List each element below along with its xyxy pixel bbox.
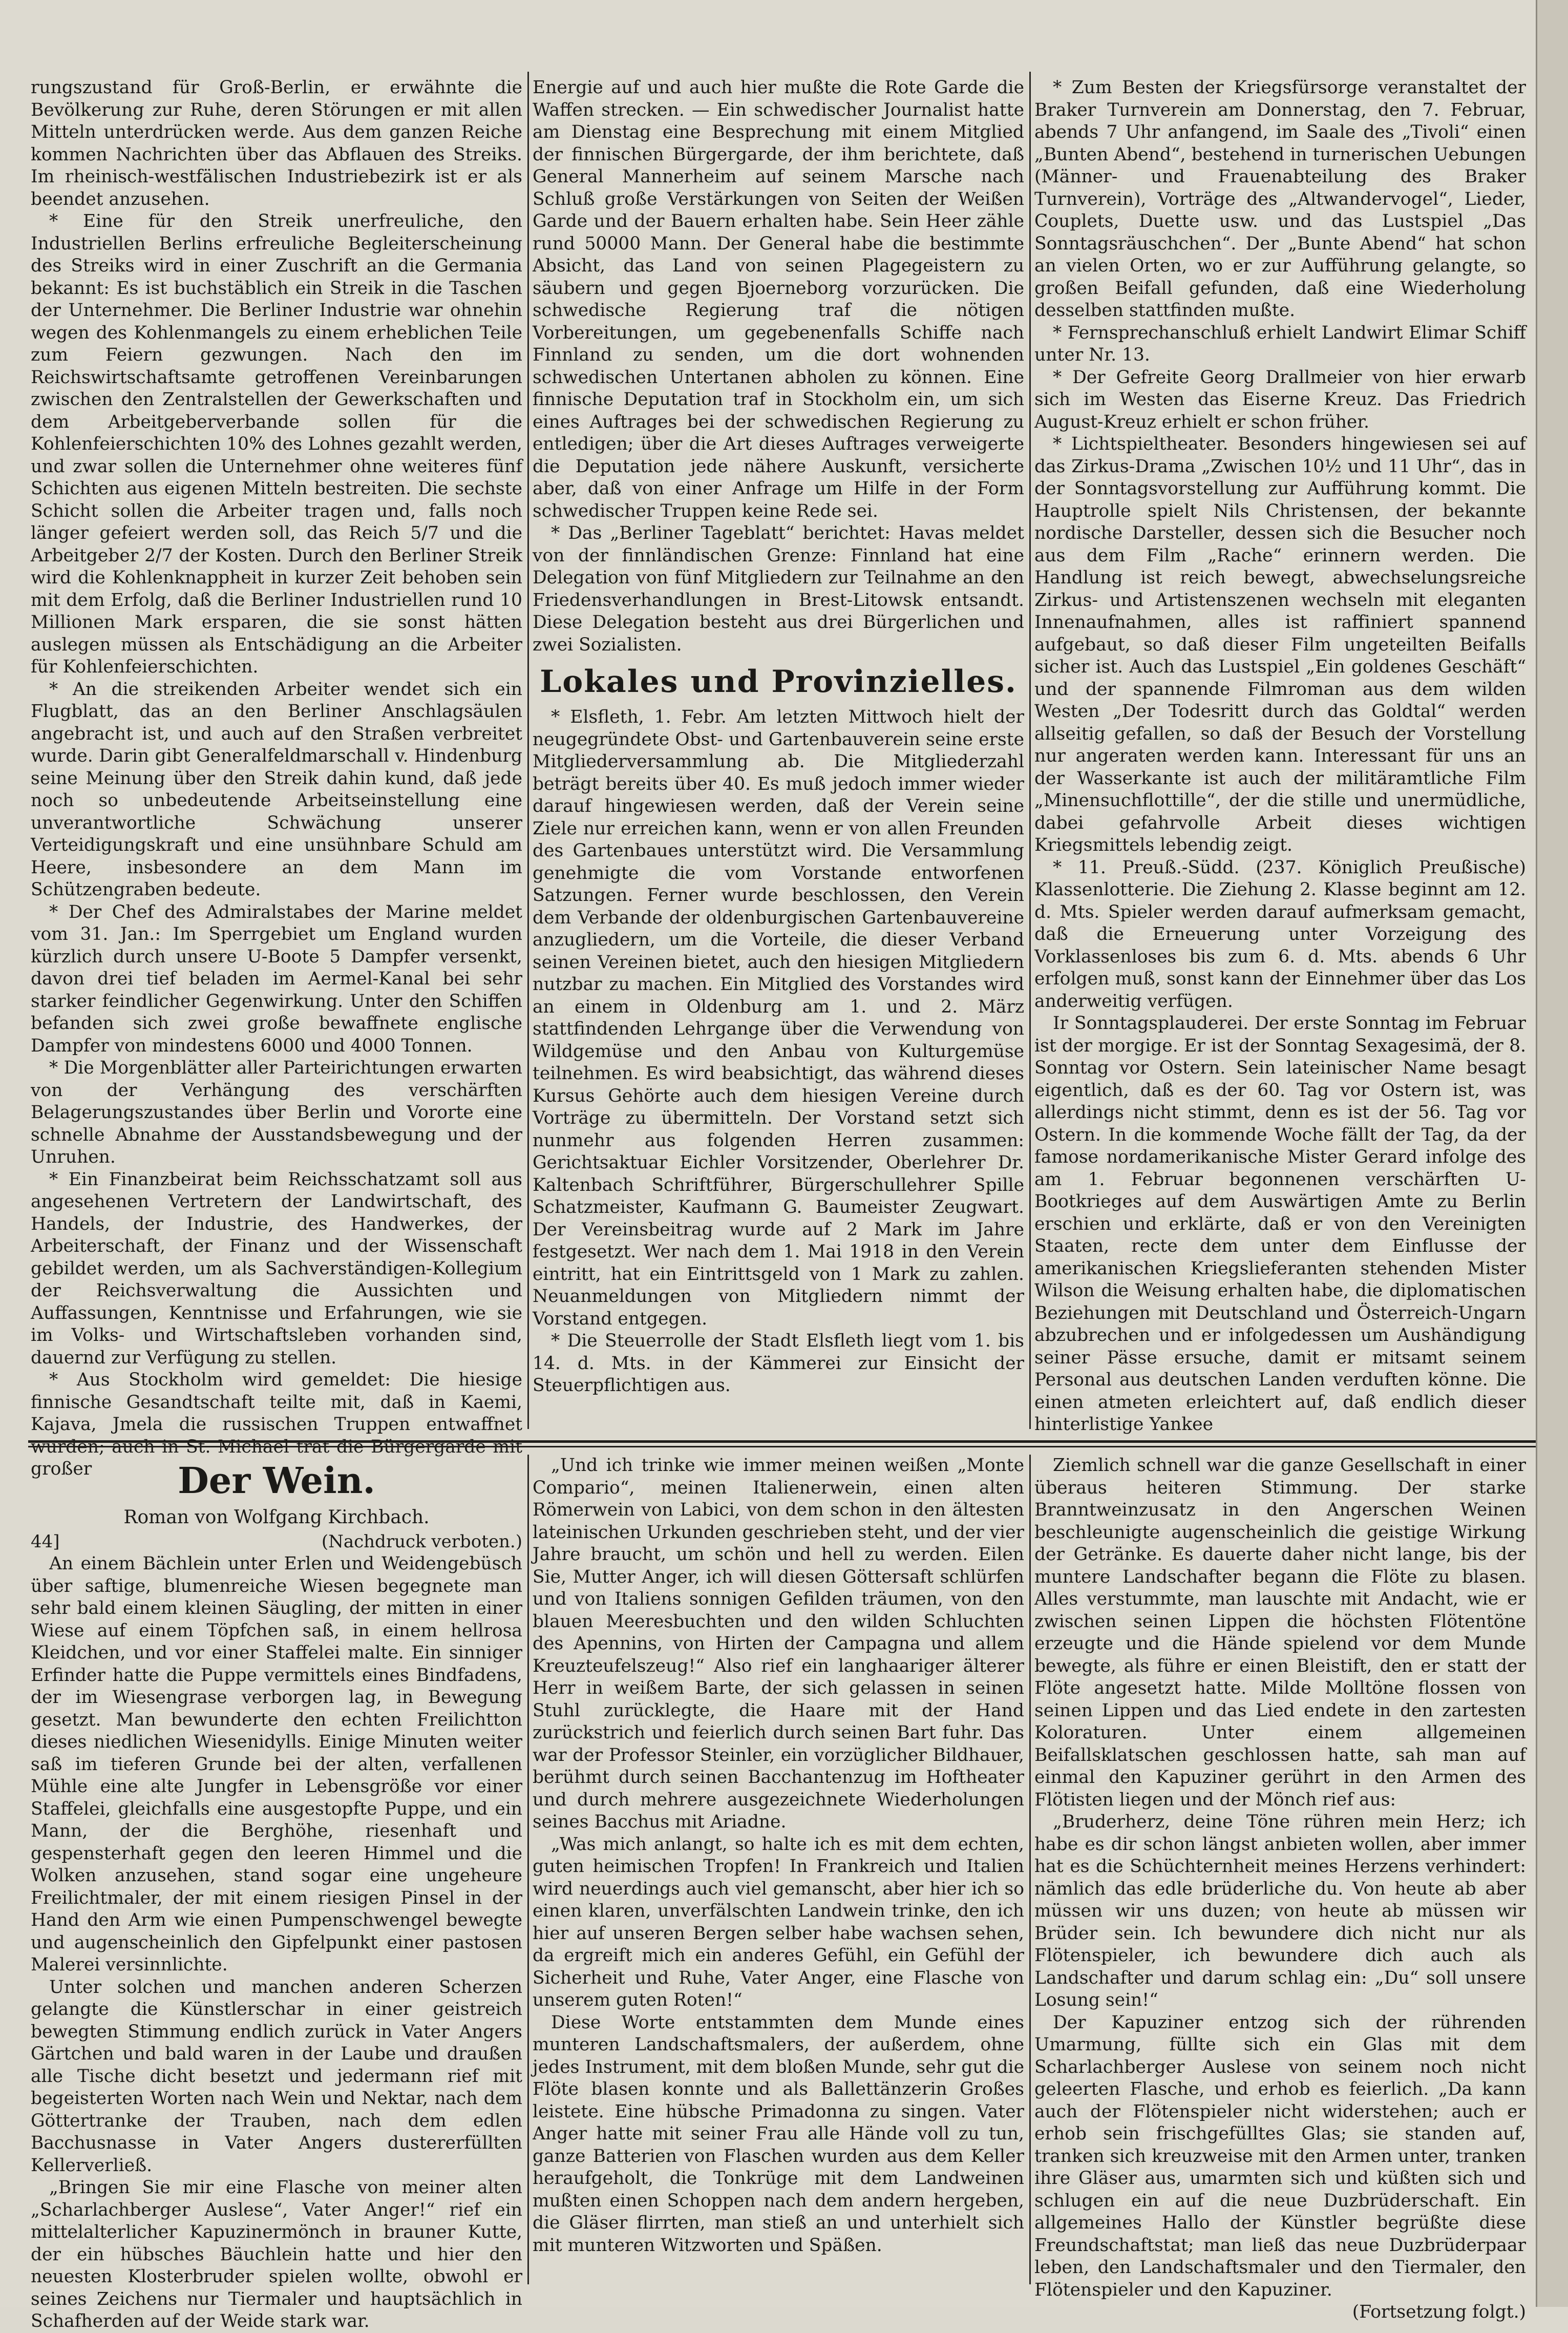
article-paragraph: Der Kapuziner entzog sich der rührenden Umarmung, füllte sich ein Glas mit dem Scharlachberger Auslese von seinem noch nicht geleerten Flasche, und erhob es feierlich. „Da kann auch der Flötenspieler nicht widerstehen; auch er erhob sein frischgefülltes Glas; sie standen auf, tranken sich kreuzweise mit den Armen unter, tranken ihre Gläser aus, umarmten sich und küßten sich und schlugen ein auf die neue Duzbrüderschaft. Ein allgemeines Hallo der Künstler begrüßte diese Freundschaftstat; man ließ das neue Duzbrüderpaar leben, den Landschaftsmaler und den Tiermaler, den Flötenspieler und den Kapuziner. — [1034, 2012, 1526, 2300]
feuilleton-separator — [28, 1440, 1539, 1447]
reprint-notice: (Nachdruck verboten.) — [321, 1531, 522, 1552]
article-paragraph: „Was mich anlangt, so halte ich es mit dem echten, guten heimischen Tropfen! In Frankreich und Italien wird neuerdings auch viel gemanscht, aber hier ich so einen klaren, unverfälschten Landwein trinke, den ich hier auf unseren Bergen selber habe wachsen sehen, da ergreift mich ein anderes Gefühl, ein Gefühl der Sicherheit und Ruhe, Vater Anger, eine Flasche von unserem guten Roten!“ — [533, 1834, 1024, 2010]
novel-meta — [31, 1530, 522, 1553]
article-paragraph: * Der Gefreite Georg Drallmeier von hier erwarb sich im Westen das Eiserne Kreuz. Das Friedrich August-Kreuz erhielt er schon früher. — [1034, 367, 1526, 432]
article-paragraph: „Bruderherz, deine Töne rühren mein Herz; ich habe es dir schon längst anbieten wollen, aber immer hat es die Schüchternheit meines Herzens verhindert: nämlich das edle brüderliche du. Von heute ab aber müssen wir uns duzen; von heute ab müssen wir Brüder sein. Ich bewundere dich nicht nur als Flötenspieler, ich bewundere dich auch als Landschafter und darum schlag ein: „Du“ soll unsere Losung sein!“ — [1034, 1812, 1526, 2010]
article-paragraph: „Bringen Sie mir eine Flasche von meiner alten „Scharlachberger Auslese“, Vater Anger!“ rief ein mittelalterlicher Kapuzinermönch in brauner Kutte, der ein hübsches Bäuchlein hatte und hier den neuesten Klosterbruder spielen wollte, obwohl er seines Zeichens nur Tiermaler und hauptsächlich in Schafherden auf der Weide stark war. — [31, 2177, 522, 2331]
news-column-3 — [1034, 77, 1526, 1435]
installment-number: 44] — [31, 1531, 60, 1552]
article-paragraph: * Elsfleth, 1. Febr. Am letzten Mittwoch hielt der neugegründete Obst- und Gartenbauverein seine erste Mitgliederversammlung ab. Die Mitgliederzahl beträgt bereits über 40. Es muß jedoch immer wieder darauf hingewiesen werden, daß der Verein seine Ziele nur erreichen kann, wenn er von allen Freunden des Gartenbaues unterstützt wird. Die Versammlung genehmigte die vom Vorstande entworfenen Satzungen. Ferner wurde beschlossen, den Verein dem Verbande der oldenburgischen Gartenbauvereine anzugliedern, um die Vorteile, die dieser Verband seinen Vereinen bietet, auch den hiesigen Mitgliedern nutzbar zu machen. Ein Mitglied des Vorstandes wird an einem in Oldenburg am 1. und 2. März stattfindenden Lehrgange über die Verwendung von Wildgemüse und den Anbau von Kulturgemüse teilnehmen. Es wird beabsichtigt, das während dieses Kursus Gehörte auch dem hiesigen Vereine durch Vorträge zu übermitteln. Der Vorstand setzt sich nunmehr aus folgenden Herren zusammen: Gerichtsaktuar Eichler Vorsitzender, Oberlehrer Dr. Kaltenbach Schriftführer, Bürgerschullehrer Spille Schatzmeister, Kaufmann G. Baumeister Zeugwart. Der Vereinsbeitrag wurde auf 2 Mark im Jahre festgesetzt. Wer nach dem 1. Mai 1918 in den Verein eintritt, hat ein Eintrittsgeld von 1 Mark zu zahlen. Neuanmeldungen von Mitgliedern nimmt der Vorstand entgegen. — [533, 707, 1024, 1329]
article-paragraph: Diese Worte entstammten dem Munde eines munteren Landschaftsmalers, der außerdem, ohne jedes Instrument, mit dem bloßen Munde, sehr gut die Flöte blasen konnte und als Ballettänzerin Großes leistete. Eine hübsche Primadonna zu singen. Vater Anger hatte mit seiner Frau alle Hände voll zu tun, ganze Batterien von Flaschen wurden aus dem Keller heraufgeholt, die Tonkrüge mit dem Landweinen mußten einen Schoppen nach dem andern hergeben, die Gläser flirrten, man stieß an und unterhielt sich mit munteren Witzworten und Späßen. — [533, 2012, 1024, 2256]
article-paragraph: * Eine für den Streik unerfreuliche, den Industriellen Berlins erfreuliche Begleiterscheinung des Streiks wird in einer Zuschrift an die Germania bekannt: Es ist buchstäblich ein Streik in die Taschen der Unternehmer. Die Berliner Industrie war ohnehin wegen des Kohlenmangels zu einem erheblichen Teile zum Feiern gezwungen. Nach den im Reichswirtschaftsamte getroffenen Vereinbarungen zwischen den Zentralstellen der Gewerkschaften und dem Arbeitgeberverbande sollen für die Kohlenfeierschichten 10% des Lohnes gezahlt werden, und zwar sollen die Unternehmer ohne weiteres fünf Schichten aus eigenen Mitteln bestreiten. Die sechste Schicht sollen die Arbeiter tragen und, falls noch länger gefeiert werden soll, das Reich 5/7 und die Arbeitgeber 2/7 der Kosten. Durch den Berliner Streik wird die Kohlenknappheit in kurzer Zeit behoben sein mit dem Erfolg, daß die Berliner Industriellen rund 10 Millionen Mark ersparen, die sie sonst hätten auslegen müssen als Entschädigung an die Arbeiter für Kohlenfeierschichten. — [31, 211, 522, 677]
article-paragraph: * Die Morgenblätter aller Parteirichtungen erwarten von der Verhängung des verschärften Belagerungszustandes über Berlin und Vororte eine schnelle Abnahme der Ausstandsbewegung und der Unruhen. — [31, 1058, 522, 1167]
article-paragraph: * Aus Stockholm wird gemeldet: Die hiesige finnische Gesandtschaft teilte mit, daß in Kaemi, Kajava, Jmela die russischen Truppen entwaffnet wurden; auch in St. Michael trat die Bürgergarde mit großer — [31, 1370, 522, 1479]
section-heading: Lokales und Provinzielles. — [540, 664, 1017, 700]
article-paragraph: * Fernsprechanschluß erhielt Landwirt Elimar Schiff unter Nr. 13. — [1034, 322, 1526, 365]
article-paragraph: Unter solchen und manchen anderen Scherzen gelangte die Künstlerschar in einer geistreich bewegten Stimmung endlich zurück in Vater Angers Gärtchen und bald waren in der Laube und draußen alle Tische dicht besetzt und jedermann rief mit begeisterten Worten nach Wein und Nektar, nach dem Göttertranke der Trauben, nach dem edlen Bacchusnasse in Vater Angers dustererfüllten Kellerverließ. — [31, 1977, 522, 2176]
novel-column-3 — [1034, 1455, 1526, 2322]
article-paragraph: * Die Steuerrolle der Stadt Elsfleth liegt vom 1. bis 14. d. Mts. in der Kämmerei zur Einsicht der Steuerpflichtigen aus. — [533, 1331, 1024, 1396]
novel-column-1 — [31, 1455, 522, 2331]
article-paragraph: * Der Chef des Admiralstabes der Marine meldet vom 31. Jan.: Im Sperrgebiet um England wurden kürzlich durch unsere U-Boote 5 Dampfer versenkt, davon drei tief beladen im Aermel-Kanal bei sehr starker feindlicher Gegenwirkung. Unter den Schiffen befanden sich zwei große bewaffnete englische Dampfer von mindestens 6000 und 4000 Tonnen. — [31, 901, 522, 1056]
article-paragraph: * 11. Preuß.-Südd. (237. Königlich Preußische) Klassenlotterie. Die Ziehung 2. Klasse beginnt am 12. d. Mts. Spieler werden darauf aufmerksam gemacht, daß die Erneuerung unter Vorzeigung des Vorklassenloses bis zum 6. d. Mts. abends 6 Uhr erfolgen muß, sonst kann der Einnehmer über das Los anderweitig verfügen. — [1034, 857, 1526, 1012]
article-paragraph: „Und ich trinke wie immer meinen weißen „Monte Compario“, meinen Italienerwein, einen alten Römerwein von Labici, von dem schon in den ältesten lateinischen Urkunden geschrieben steht, und der vier Jahre braucht, um schön und hell zu werden. Eilen Sie, Mutter Anger, ich will diesen Göttersaft schlürfen und von Italiens sonnigen Gefilden träumen, von den blauen Meeresbuchten und den wilden Schluchten des Apennins, von Hirten der Campagna und allem Kreuzteufelszeug!“ Also rief ein langhaariger älterer Herr in weißem Barte, der sich gelassen in seinen Stuhl zurücklegte, die Haare mit der Hand zurückstrich und feierlich durch seinen Bart fuhr. Das war der Professor Steinler, ein vorzüglicher Bildhauer, berühmt durch seinen Bacchantenzug im Hoftheater und durch mehrere ausgezeichnete Wiederholungen seines Bacchus mit Ariadne. — [533, 1455, 1024, 1832]
article-paragraph: * Das „Berliner Tageblatt“ berichtet: Havas meldet von der finnländischen Grenze: Finnland hat eine Delegation von fünf Mitgliedern zur Teilnahme an den Friedensverhandlungen in Brest-Litowsk entsandt. Diese Delegation besteht aus drei Bürgerlichen und zwei Sozialisten. — [533, 523, 1024, 655]
article-paragraph: (Fortsetzung folgt.) — [1352, 2302, 1526, 2322]
novel-divider-2 — [1029, 1455, 1031, 2284]
article-paragraph: An einem Bächlein unter Erlen und Weidengebüsch über saftige, blumenreiche Wiesen begegnete man sehr bald einem kleinen Säugling, der mitten in einer Wiese auf einem Töpfchen saß, in einem hellrosa Kleidchen, und vor einer Staffelei malte. Ein sinniger Erfinder hatte die Puppe vermittels eines Bindfadens, der im Wiesengrase verborgen lag, in Bewegung gesetzt. Man bewunderte den echten Freilichtton dieses niedlichen Wiesenidylls. Einige Minuten weiter saß im tieferen Grunde bei der alten, verfallenen Mühle eine alte Jungfer in Lebensgröße vor einer Staffelei, gleichfalls eine ausgestopfte Puppe, und ein Mann, der die Berghöhe, riesenhaft und gespensterhaft gegen den leeren Himmel und die Wolken anzusehen, stand sogar eine ungeheure Freilichtmaler, der mit einem riesigen Pinsel in der Hand den Arm wie einen Pumpenschwengel bewegte und augenscheinlich den Gipfelpunkt einer pastosen Malerei versinnlichte. — [31, 1553, 522, 1975]
novel-title: Der Wein. — [178, 1459, 375, 1502]
article-paragraph: * Zum Besten der Kriegsfürsorge veranstaltet der Braker Turnverein am Donnerstag, den 7. Februar, abends 7 Uhr anfangend, im Saale des „Tivoli“ einen „Bunten Abend“, bestehend in turnerischen Uebungen (Männer- und Frauenabteilung des Braker Turnverein), Vorträge des „Altwandervogel“, Lieder, Couplets, Duette usw. und das Lustspiel „Das Sonntagsräuschchen“. Der „Bunte Abend“ hat schon an vielen Orten, wo er zur Aufführung gelangte, so großen Beifall gefunden, daß eine Wiederholung desselben stattfinden mußte. — [1034, 77, 1526, 321]
article-paragraph: Energie auf und auch hier mußte die Rote Garde die Waffen strecken. — Ein schwedischer Journalist hatte am Dienstag eine Besprechung mit einem Mitglied der finnischen Bürgergarde, der ihm berichtete, daß General Mannerheim auf seinem Marsche nach Schluß große Verstärkungen von Seiten der Weißen Garde und der Bauern erhalten habe. Sein Heer zähle rund 50000 Mann. Der General habe die bestimmte Absicht, das Land von seinen Plagegeistern zu säubern und gegen Bjoerneborg vorzurücken. Die schwedische Regierung traf die nötigen Vorbereitungen, um gegebenenfalls Schiffe nach Finnland zu senden, um die dort wohnenden schwedischen Untertanen abholen zu können. Eine finnische Deputation traf in Stockholm ein, um sich eines Auftrages bei der schwedischen Regierung zu entledigen; über die Art dieses Auftrages verweigerte die Deputation jede nähere Auskunft, versicherte aber, daß von einer Anfrage um Hilfe in der Form schwedischer Truppen keine Rede sei. — [533, 77, 1024, 521]
adjacent-page-edge — [1536, 0, 1568, 2307]
article-paragraph: Ziemlich schnell war die ganze Gesellschaft in einer überaus heiteren Stimmung. Der starke Branntweinzusatz in den Angerschen Weinen beschleunigte augenscheinlich die geistige Wirkung der Getränke. Es dauerte daher nicht lange, bis der muntere Landschafter begann die Flöte zu blasen. Alles verstummte, man lauschte mit Andacht, wie er zwischen seinen Lippen die höchsten Flötentöne erzeugte und die Hände spielend vor dem Munde bewegte, als führe er einen Bleistift, den er statt der Flöte angesetzt hatte. Milde Molltöne flossen von seinen Lippen und das Lied endete in den zartesten Koloraturen. Unter einem allgemeinen Beifallsklatschen geschlossen hatte, sah man auf einmal den Kapuziner gerührt in den Armen des Flötisten liegen und der Mönch rief aus: — [1034, 1455, 1526, 1810]
article-paragraph: * An die streikenden Arbeiter wendet sich ein Flugblatt, das an den Berliner Anschlagsäulen angebracht ist, und auch auf den Straßen verbreitet wurde. Darin gibt Generalfeldmarschall v. Hindenburg seine Meinung über den Streik dahin kund, daß jede noch so unbedeutende Arbeitseinstellung eine unverantwortliche Schwächung unserer Verteidigungskraft und eine unsühnbare Schuld am Heere, insbesondere an dem Mann im Schützengraben bedeute. — [31, 679, 522, 900]
column-divider-1 — [527, 72, 529, 1429]
novel-author: Roman von Wolfgang Kirchbach. — [123, 1507, 430, 1528]
novel-column-2 — [533, 1455, 1024, 2284]
article-paragraph: * Ein Finanzbeirat beim Reichsschatzamt soll aus angesehenen Vertretern der Landwirtschaft, des Handels, der Industrie, des Handwerkes, der Arbeiterschaft, der Finanz und der Wissenschaft gebildet werden, um als Sachverständigen-Kollegium der Reichsverwaltung die Aussichten und Auffassungen, Kenntnisse und Erfahrungen, wie sie im Volks- und Wirtschaftsleben vorhanden sind, dauernd zur Verfügung zu stellen. — [31, 1169, 522, 1368]
article-paragraph: Ir Sonntagsplauderei. Der erste Sonntag im Februar ist der morgige. Er ist der Sonntag Sexagesimä, der 8. Sonntag vor Ostern. Sein lateinischer Name besagt eigentlich, daß es der 60. Tag vor Ostern ist, was allerdings nicht stimmt, denn es ist der 56. Tag vor Ostern. In die kommende Woche fällt der Tag, da der famose nordamerikanische Mister Gerard infolge des am 1. Februar begonnenen verschärften U-Bootkrieges auf dem Auswärtigen Amte zu Berlin erschien und erklärte, daß er von den Vereinigten Staaten, recte dem unter dem Einflusse der amerikanischen Kriegslieferanten stehenden Mister Wilson die Weisung erhalten habe, die diplomatischen Beziehungen mit Deutschland und Österreich-Ungarn abzubrechen und er infolgedessen um Aushändigung seiner Pässe ersuche, damit er mitsamt seinem Personal aus deutschen Landen verduften könne. Die einen atmeten erleichtert auf, daß endlich dieser hinterlistige Yankee — [1034, 1013, 1526, 1435]
news-column-2 — [533, 77, 1024, 1429]
novel-column-1-body — [31, 1553, 522, 2333]
article-paragraph: * Lichtspieltheater. Besonders hingewiesen sei auf das Zirkus-Drama „Zwischen 10½ und 11 Uhr“, das in der Sonntagsvorstellung zur Aufführung kommt. Die Hauptrolle spielt Nils Christensen, der bekannte nordische Darsteller, dessen sich die Besucher noch aus dem Film „Rache“ erinnern werden. Die Handlung ist reich bewegt, abwechselungsreiche Zirkus- und Artistenszenen wechseln mit eleganten Innenaufnahmen, alles ist raffiniert spannend aufgebaut, so daß dieser Film ungeteilten Beifalls sicher ist. Auch das Lustspiel „Ein goldenes Geschäft“ und der spannende Filmroman aus dem wilden Westen „Der Todesritt durch das Goldtal“ werden allseitig gefallen, so daß der Besuch der Vorstellung nur angeraten werden kann. Interessant für uns an der Wasserkante ist auch der militäramtliche Film „Minensuchflottille“, der die stille und unermüdliche, dabei gefahrvolle Arbeit dieses wichtigen Kriegsmittels lebendig zeigt. — [1034, 434, 1526, 855]
novel-divider-1 — [527, 1455, 529, 2284]
news-column-1 — [31, 77, 522, 1479]
column-divider-2 — [1029, 72, 1031, 1429]
article-paragraph: rungszustand für Groß-Berlin, er erwähnte die Bevölkerung zur Ruhe, deren Störungen er mit allen Mitteln unterdrücken werde. Aus dem ganzen Reiche kommen Nachrichten über das Abflauen des Streiks. Im rheinisch-westfälischen Industriebezirk ist er als beendet anzusehen. — [31, 77, 522, 209]
